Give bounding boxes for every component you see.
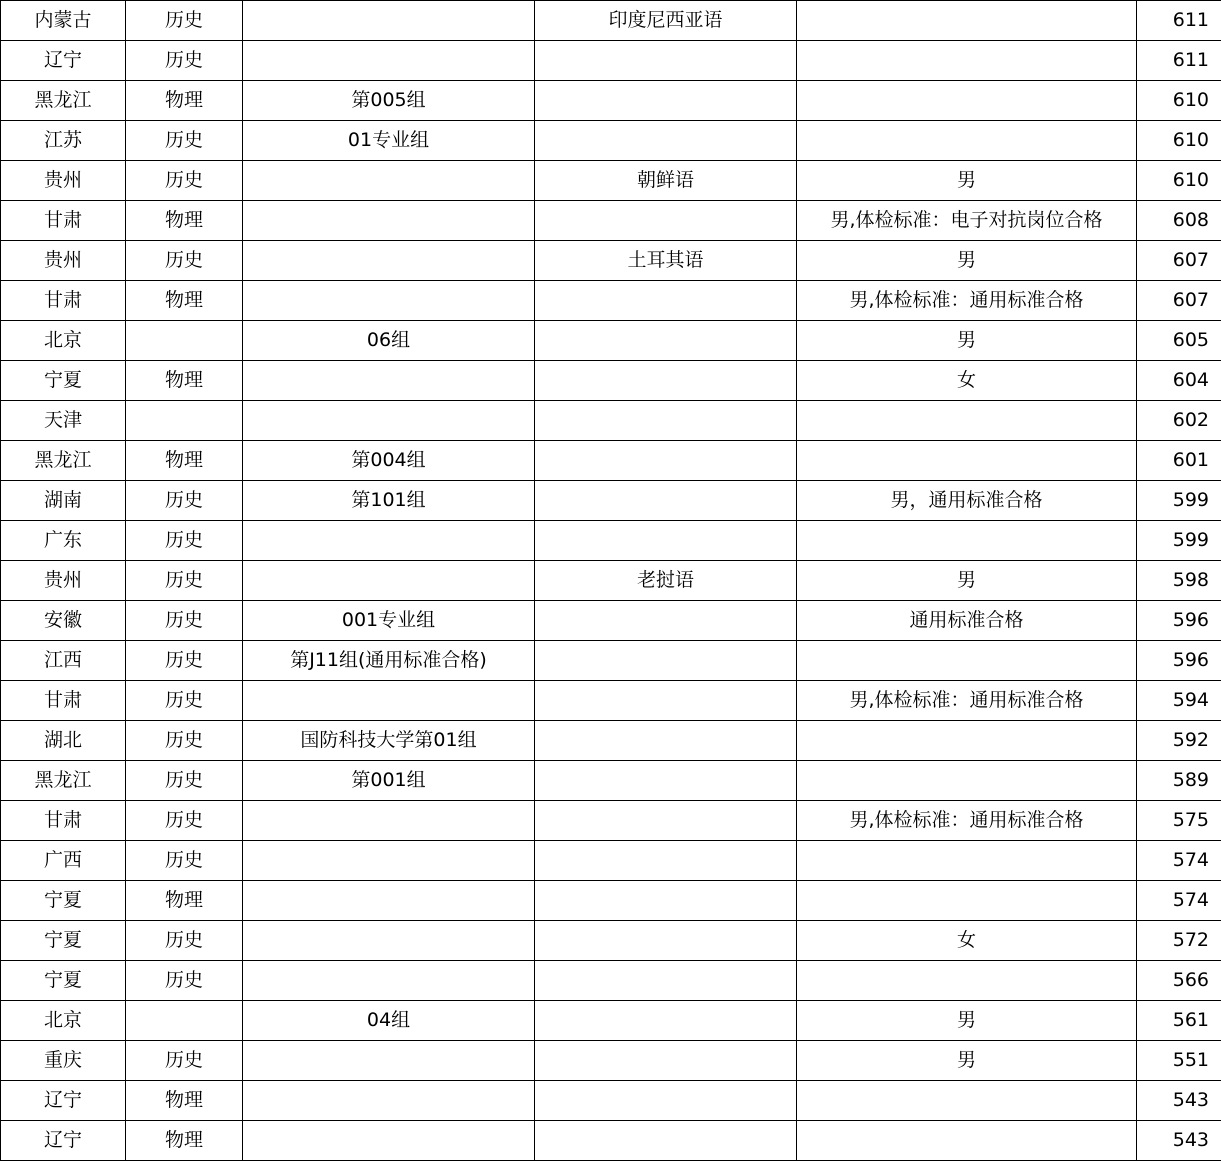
table-row	[1, 361, 1221, 401]
score-cell: 607	[1137, 281, 1221, 321]
requirement-cell: 男	[797, 241, 1137, 281]
table-row	[1, 161, 1221, 201]
requirement-cell	[797, 721, 1137, 761]
language-cell: 印度尼西亚语	[535, 1, 797, 41]
group-cell: 第001组	[243, 761, 535, 801]
subject-cell: 历史	[126, 841, 243, 881]
table-row	[1, 961, 1221, 1001]
subject-cell: 历史	[126, 721, 243, 761]
province-cell: 湖南	[1, 481, 126, 521]
table-row	[1, 441, 1221, 481]
group-cell	[243, 961, 535, 1001]
group-cell: 第101组	[243, 481, 535, 521]
requirement-cell	[797, 441, 1137, 481]
language-cell	[535, 401, 797, 441]
province-cell: 黑龙江	[1, 761, 126, 801]
language-cell	[535, 201, 797, 241]
group-cell	[243, 521, 535, 561]
language-cell	[535, 921, 797, 961]
language-cell	[535, 641, 797, 681]
requirement-cell: 男	[797, 561, 1137, 601]
province-cell: 湖北	[1, 721, 126, 761]
group-cell: 第004组	[243, 441, 535, 481]
language-cell	[535, 1041, 797, 1081]
score-cell: 610	[1137, 81, 1221, 121]
requirement-cell: 男,体检标准：通用标准合格	[797, 801, 1137, 841]
score-cell: 592	[1137, 721, 1221, 761]
group-cell: 001专业组	[243, 601, 535, 641]
table-row	[1, 321, 1221, 361]
province-cell: 天津	[1, 401, 126, 441]
language-cell	[535, 41, 797, 81]
subject-cell: 历史	[126, 521, 243, 561]
requirement-cell: 男	[797, 161, 1137, 201]
group-cell	[243, 841, 535, 881]
score-cell: 589	[1137, 761, 1221, 801]
group-cell	[243, 561, 535, 601]
subject-cell: 历史	[126, 1, 243, 41]
language-cell	[535, 841, 797, 881]
language-cell	[535, 1121, 797, 1161]
language-cell	[535, 521, 797, 561]
table-row	[1, 601, 1221, 641]
province-cell: 贵州	[1, 561, 126, 601]
table-row	[1, 81, 1221, 121]
score-cell: 574	[1137, 881, 1221, 921]
table-row	[1, 281, 1221, 321]
score-cell: 551	[1137, 1041, 1221, 1081]
score-cell: 594	[1137, 681, 1221, 721]
language-cell	[535, 321, 797, 361]
language-cell	[535, 441, 797, 481]
score-cell: 566	[1137, 961, 1221, 1001]
province-cell: 广东	[1, 521, 126, 561]
group-cell: 第J11组(通用标准合格)	[243, 641, 535, 681]
group-cell	[243, 361, 535, 401]
province-cell: 甘肃	[1, 201, 126, 241]
group-cell	[243, 881, 535, 921]
province-cell: 北京	[1, 321, 126, 361]
score-cell: 543	[1137, 1121, 1221, 1161]
subject-cell: 物理	[126, 1121, 243, 1161]
table-row	[1, 201, 1221, 241]
requirement-cell	[797, 521, 1137, 561]
table-row	[1, 721, 1221, 761]
province-cell: 黑龙江	[1, 441, 126, 481]
score-cell: 543	[1137, 1081, 1221, 1121]
requirement-cell	[797, 41, 1137, 81]
table-row	[1, 921, 1221, 961]
table-row	[1, 241, 1221, 281]
requirement-cell	[797, 1121, 1137, 1161]
score-cell: 601	[1137, 441, 1221, 481]
score-cell: 561	[1137, 1001, 1221, 1041]
group-cell	[243, 401, 535, 441]
province-cell: 宁夏	[1, 361, 126, 401]
subject-cell: 历史	[126, 161, 243, 201]
province-cell: 甘肃	[1, 801, 126, 841]
score-cell: 610	[1137, 121, 1221, 161]
subject-cell: 历史	[126, 961, 243, 1001]
table-row	[1, 121, 1221, 161]
subject-cell: 历史	[126, 641, 243, 681]
subject-cell: 历史	[126, 41, 243, 81]
requirement-cell	[797, 401, 1137, 441]
requirement-cell: 男，通用标准合格	[797, 481, 1137, 521]
table-row	[1, 1041, 1221, 1081]
language-cell	[535, 81, 797, 121]
score-cell: 598	[1137, 561, 1221, 601]
subject-cell: 物理	[126, 881, 243, 921]
score-cell: 572	[1137, 921, 1221, 961]
language-cell	[535, 481, 797, 521]
province-cell: 江西	[1, 641, 126, 681]
group-cell: 国防科技大学第01组	[243, 721, 535, 761]
requirement-cell	[797, 841, 1137, 881]
province-cell: 辽宁	[1, 41, 126, 81]
group-cell: 第005组	[243, 81, 535, 121]
table-body	[1, 1, 1221, 1161]
group-cell	[243, 801, 535, 841]
group-cell	[243, 1041, 535, 1081]
table-row	[1, 1081, 1221, 1121]
subject-cell: 历史	[126, 1041, 243, 1081]
province-cell: 宁夏	[1, 881, 126, 921]
table-row	[1, 41, 1221, 81]
subject-cell: 物理	[126, 1081, 243, 1121]
table-row	[1, 521, 1221, 561]
requirement-cell: 女	[797, 361, 1137, 401]
subject-cell	[126, 1001, 243, 1041]
subject-cell: 历史	[126, 481, 243, 521]
group-cell	[243, 41, 535, 81]
language-cell	[535, 681, 797, 721]
subject-cell: 物理	[126, 361, 243, 401]
group-cell	[243, 1121, 535, 1161]
subject-cell: 历史	[126, 761, 243, 801]
subject-cell: 历史	[126, 241, 243, 281]
requirement-cell: 男	[797, 1001, 1137, 1041]
language-cell	[535, 361, 797, 401]
score-cell: 596	[1137, 601, 1221, 641]
subject-cell: 历史	[126, 601, 243, 641]
requirement-cell	[797, 121, 1137, 161]
score-cell: 608	[1137, 201, 1221, 241]
score-cell: 607	[1137, 241, 1221, 281]
province-cell: 甘肃	[1, 681, 126, 721]
requirement-cell: 通用标准合格	[797, 601, 1137, 641]
subject-cell	[126, 321, 243, 361]
requirement-cell: 男	[797, 1041, 1137, 1081]
subject-cell: 物理	[126, 201, 243, 241]
group-cell	[243, 281, 535, 321]
table-row	[1, 1, 1221, 41]
province-cell: 重庆	[1, 1041, 126, 1081]
score-cell: 599	[1137, 521, 1221, 561]
province-cell: 辽宁	[1, 1121, 126, 1161]
group-cell	[243, 241, 535, 281]
score-cell: 596	[1137, 641, 1221, 681]
requirement-cell: 女	[797, 921, 1137, 961]
province-cell: 北京	[1, 1001, 126, 1041]
group-cell	[243, 161, 535, 201]
language-cell	[535, 801, 797, 841]
subject-cell: 物理	[126, 81, 243, 121]
table-row	[1, 641, 1221, 681]
subject-cell: 历史	[126, 921, 243, 961]
table-row	[1, 561, 1221, 601]
requirement-cell	[797, 1, 1137, 41]
requirement-cell: 男	[797, 321, 1137, 361]
table-row	[1, 401, 1221, 441]
language-cell	[535, 121, 797, 161]
group-cell	[243, 1081, 535, 1121]
province-cell: 甘肃	[1, 281, 126, 321]
province-cell: 宁夏	[1, 961, 126, 1001]
province-cell: 广西	[1, 841, 126, 881]
table-row	[1, 1121, 1221, 1161]
language-cell	[535, 761, 797, 801]
subject-cell: 历史	[126, 681, 243, 721]
subject-cell: 物理	[126, 441, 243, 481]
requirement-cell	[797, 81, 1137, 121]
requirement-cell	[797, 641, 1137, 681]
province-cell: 内蒙古	[1, 1, 126, 41]
subject-cell	[126, 401, 243, 441]
requirement-cell: 男,体检标准：通用标准合格	[797, 681, 1137, 721]
group-cell	[243, 1, 535, 41]
language-cell	[535, 881, 797, 921]
requirement-cell	[797, 1081, 1137, 1121]
score-cell: 602	[1137, 401, 1221, 441]
table-row	[1, 481, 1221, 521]
group-cell	[243, 201, 535, 241]
score-cell: 605	[1137, 321, 1221, 361]
language-cell	[535, 601, 797, 641]
requirement-cell	[797, 761, 1137, 801]
score-cell: 611	[1137, 41, 1221, 81]
subject-cell: 历史	[126, 121, 243, 161]
language-cell: 朝鲜语	[535, 161, 797, 201]
requirement-cell: 男,体检标准：通用标准合格	[797, 281, 1137, 321]
score-cell: 604	[1137, 361, 1221, 401]
table-row	[1, 801, 1221, 841]
table-row	[1, 841, 1221, 881]
province-cell: 贵州	[1, 241, 126, 281]
score-cell: 574	[1137, 841, 1221, 881]
province-cell: 黑龙江	[1, 81, 126, 121]
score-cell: 610	[1137, 161, 1221, 201]
subject-cell: 历史	[126, 801, 243, 841]
language-cell: 老挝语	[535, 561, 797, 601]
requirement-cell: 男,体检标准：电子对抗岗位合格	[797, 201, 1137, 241]
group-cell	[243, 681, 535, 721]
subject-cell: 物理	[126, 281, 243, 321]
requirement-cell	[797, 881, 1137, 921]
province-cell: 安徽	[1, 601, 126, 641]
language-cell	[535, 1081, 797, 1121]
province-cell: 宁夏	[1, 921, 126, 961]
table-row	[1, 681, 1221, 721]
group-cell: 06组	[243, 321, 535, 361]
province-cell: 江苏	[1, 121, 126, 161]
score-cell: 599	[1137, 481, 1221, 521]
subject-cell: 历史	[126, 561, 243, 601]
requirement-cell	[797, 961, 1137, 1001]
province-cell: 贵州	[1, 161, 126, 201]
group-cell: 01专业组	[243, 121, 535, 161]
table-row	[1, 1001, 1221, 1041]
table-row	[1, 881, 1221, 921]
score-cell: 611	[1137, 1, 1221, 41]
language-cell	[535, 281, 797, 321]
language-cell	[535, 721, 797, 761]
language-cell: 土耳其语	[535, 241, 797, 281]
table-row	[1, 761, 1221, 801]
language-cell	[535, 1001, 797, 1041]
language-cell	[535, 961, 797, 1001]
group-cell: 04组	[243, 1001, 535, 1041]
group-cell	[243, 921, 535, 961]
province-cell: 辽宁	[1, 1081, 126, 1121]
score-cell: 575	[1137, 801, 1221, 841]
